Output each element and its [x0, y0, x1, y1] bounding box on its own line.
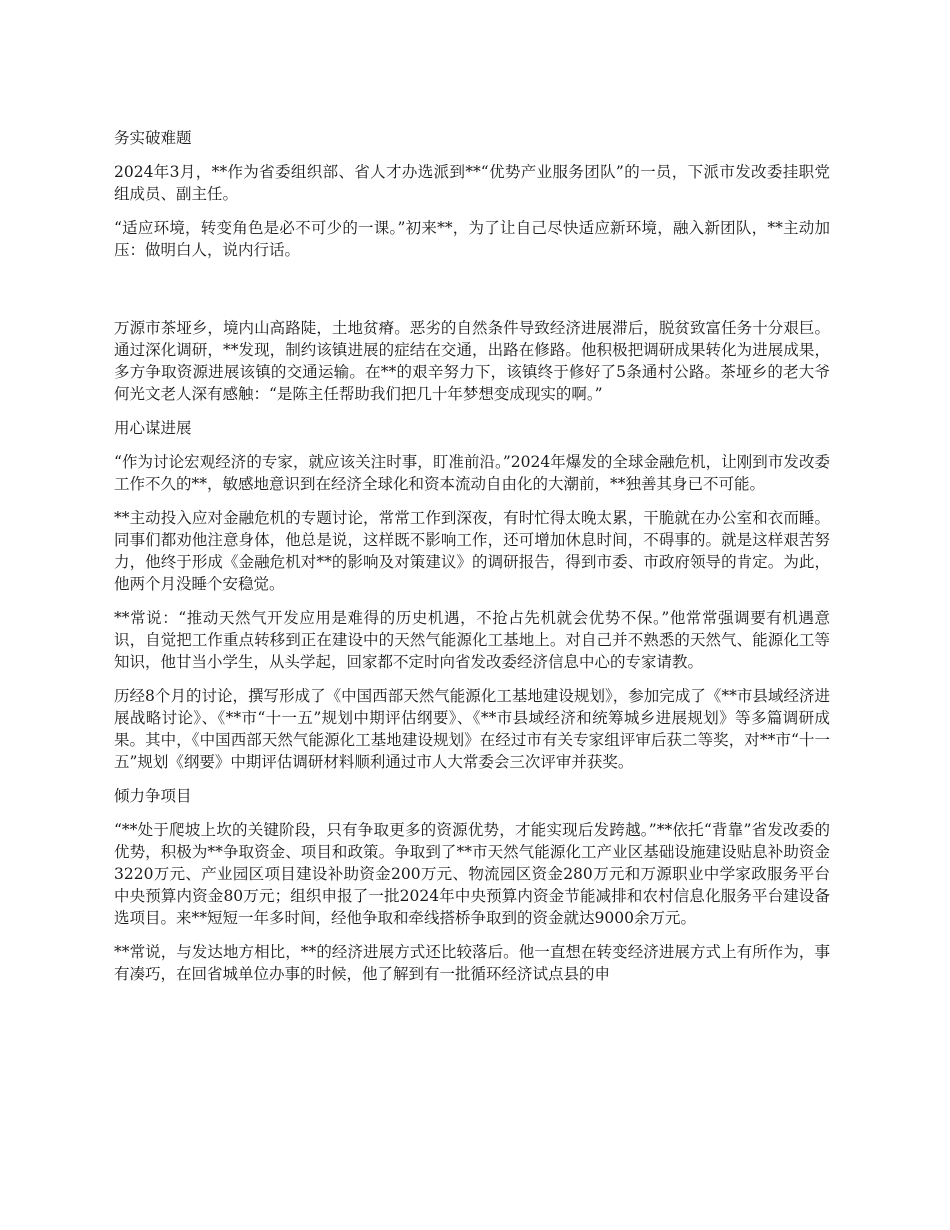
section-heading-2: 用心谋进展: [114, 419, 192, 437]
section-heading-3: 倾力争项目: [114, 787, 192, 805]
paragraph: 万源市茶垭乡，境内山高路陡，土地贫瘠。恶劣的自然条件导致经济进展滞后，脱贫致富任务十分艰巨。通过深化调研，**发现，制约该镇进展的症结在交通，出路在修路。他积极把调研成果转化为进展成果，多方争取资源进展该镇的交通运输。在**的艰辛努力下，该镇终于修好了5条通村公路。茶垭乡的老大爷何光文老人深有感触：“是陈主任帮助我们把几十年梦想变成现实的啊。”: [114, 319, 830, 403]
document-body: [114, 127, 830, 997]
paragraph: **常说，与发达地方相比，**的经济进展方式还比较落后。他一直想在转变经济进展方式上有所作为，事有凑巧，在回省城单位办事的时候，他了解到有一批循环经济试点县的申: [114, 943, 830, 983]
paragraph: **主动投入应对金融危机的专题讨论，常常工作到深夜，有时忙得太晚太累，干脆就在办公室和衣而睡。同事们都劝他注意身体，他总是说，这样既不影响工作，还可增加休息时间，不碍事的。就是这样艰苦努力，他终于形成《金融危机对**的影响及对策建议》的调研报告，得到市委、市政府领导的肯定。为此，他两个月没睡个安稳觉。: [114, 509, 830, 593]
paragraph: “作为讨论宏观经济的专家，就应该关注时事，盯准前沿。”2024年爆发的全球金融危机，让刚到市发改委工作不久的**，敏感地意识到在经济全球化和资本流动自由化的大潮前，**独善其身已不可能。: [114, 453, 830, 493]
blank-gap: [114, 273, 830, 317]
paragraph: “适应环境，转变角色是必不可少的一课。”初来**，为了让自己尽快适应新环境，融入新团队，**主动加压：做明白人，说内行话。: [114, 219, 830, 259]
paragraph: 历经8个月的讨论，撰写形成了《中国西部天然气能源化工基地建设规划》，参加完成了《**市县域经济进展战略讨论》、《**市“十一五”规划中期评估纲要》、《**市县域经济和统筹城乡进展规划》等多篇调研成果。其中，《中国西部天然气能源化工基地建设规划》在经过市有关专家组评审后获二等奖，对**市“十一五”规划《纲要》中期评估调研材料顺利通过市人大常委会三次评审并获奖。: [114, 687, 830, 771]
section-heading-1: 务实破难题: [114, 129, 192, 147]
paragraph: 2024年3月，**作为省委组织部、省人才办选派到**“优势产业服务团队”的一员，下派市发改委挂职党组成员、副主任。: [114, 163, 830, 203]
paragraph: **常说：“推动天然气开发应用是难得的历史机遇，不抢占先机就会优势不保。”他常常强调要有机遇意识，自觉把工作重点转移到正在建设中的天然气能源化工基地上。对自己并不熟悉的天然气、能源化工等知识，他甘当小学生，从头学起，回家都不定时向省发改委经济信息中心的专家请教。: [114, 609, 830, 671]
paragraph: “**处于爬坡上坎的关键阶段，只有争取更多的资源优势，才能实现后发跨越。”**依托“背靠”省发改委的优势，积极为**争取资金、项目和政策。争取到了**市天然气能源化工产业区基础设施建设贴息补助资金3220万元、产业园区项目建设补助资金200万元、物流园区资金280万元和万源职业中学家政服务平台中央预算内资金80万元；组织申报了一批2024年中央预算内资金节能减排和农村信息化服务平台建设备选项目。来**短短一年多时间，经他争取和牵线搭桥争取到的资金就达9000余万元。: [114, 821, 830, 927]
